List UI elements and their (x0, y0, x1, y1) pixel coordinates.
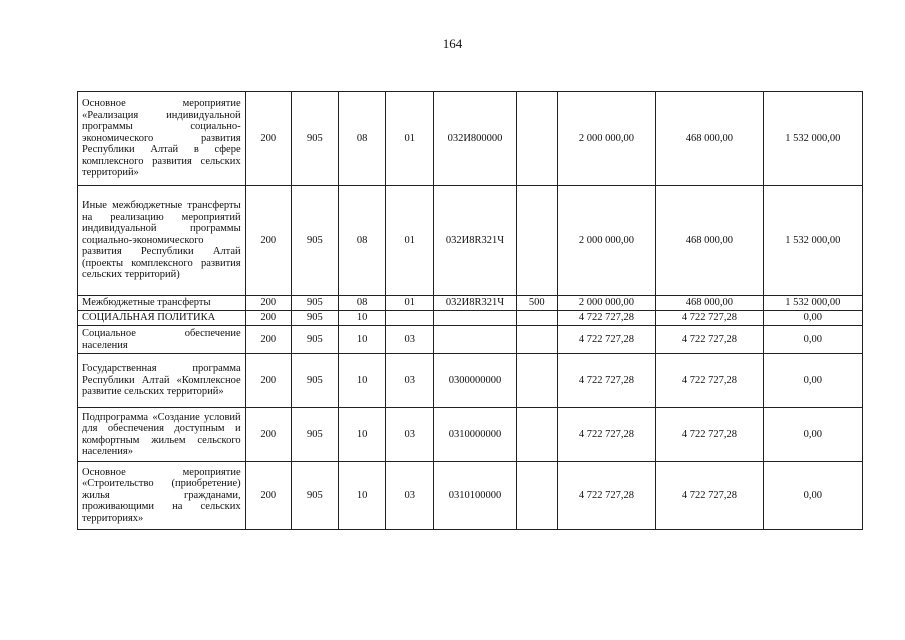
amount-total-cell: 4 722 727,28 (557, 354, 655, 408)
amount-total-cell: 2 000 000,00 (557, 296, 655, 311)
subsection-cell: 03 (386, 462, 434, 530)
amount-2-cell: 4 722 727,28 (656, 408, 763, 462)
table-row (78, 186, 863, 296)
subsection-cell (386, 311, 434, 326)
target-article-cell: 032И8R321Ч (434, 186, 516, 296)
department-code-cell: 905 (291, 462, 338, 530)
section-cell: 10 (338, 354, 385, 408)
row-name-cell: Государственная программа Республики Алтай «Комплексное развитие сельских территорий» (78, 354, 246, 408)
amount-total-cell: 4 722 727,28 (557, 311, 655, 326)
section-cell: 08 (338, 92, 385, 186)
admin-code-cell: 200 (245, 296, 291, 311)
amount-2-cell: 4 722 727,28 (656, 354, 763, 408)
row-name-cell: СОЦИАЛЬНАЯ ПОЛИТИКА (78, 311, 246, 326)
department-code-cell: 905 (291, 92, 338, 186)
department-code-cell: 905 (291, 326, 338, 354)
department-code-cell: 905 (291, 311, 338, 326)
expense-type-cell (516, 326, 557, 354)
department-code-cell: 905 (291, 186, 338, 296)
amount-2-cell: 468 000,00 (656, 92, 763, 186)
amount-total-cell: 4 722 727,28 (557, 326, 655, 354)
table-row (78, 296, 863, 311)
amount-2-cell: 4 722 727,28 (656, 311, 763, 326)
subsection-cell: 01 (386, 186, 434, 296)
target-article-cell: 032И800000 (434, 92, 516, 186)
department-code-cell: 905 (291, 408, 338, 462)
subsection-cell: 03 (386, 326, 434, 354)
section-cell: 08 (338, 186, 385, 296)
amount-3-cell: 0,00 (763, 311, 862, 326)
amount-3-cell: 0,00 (763, 462, 862, 530)
admin-code-cell: 200 (245, 354, 291, 408)
table-row (78, 326, 863, 354)
expense-type-cell (516, 354, 557, 408)
table-row (78, 92, 863, 186)
amount-2-cell: 468 000,00 (656, 186, 763, 296)
amount-3-cell: 0,00 (763, 408, 862, 462)
target-article-cell: 0300000000 (434, 354, 516, 408)
amount-2-cell: 4 722 727,28 (656, 326, 763, 354)
table-row (78, 354, 863, 408)
amount-total-cell: 4 722 727,28 (557, 408, 655, 462)
target-article-cell: 0310100000 (434, 462, 516, 530)
target-article-cell (434, 326, 516, 354)
target-article-cell: 0310000000 (434, 408, 516, 462)
amount-total-cell: 2 000 000,00 (557, 186, 655, 296)
row-name-cell: Иные межбюджетные трансферты на реализацию мероприятий индивидуальной программы социально-экономического развития Республики Алтай (проекты комплексного развития сельских территорий) (78, 186, 246, 296)
section-cell: 10 (338, 326, 385, 354)
subsection-cell: 01 (386, 296, 434, 311)
amount-total-cell: 4 722 727,28 (557, 462, 655, 530)
section-cell: 10 (338, 462, 385, 530)
admin-code-cell: 200 (245, 326, 291, 354)
expense-type-cell (516, 92, 557, 186)
admin-code-cell: 200 (245, 462, 291, 530)
table-row (78, 462, 863, 530)
expense-type-cell (516, 408, 557, 462)
department-code-cell: 905 (291, 354, 338, 408)
amount-total-cell: 2 000 000,00 (557, 92, 655, 186)
amount-3-cell: 0,00 (763, 354, 862, 408)
target-article-cell: 032И8R321Ч (434, 296, 516, 311)
expense-type-cell: 500 (516, 296, 557, 311)
row-name-cell: Основное мероприятие «Строительство (приобретение) жилья гражданами, проживающими на сельских территориях» (78, 462, 246, 530)
amount-3-cell: 1 532 000,00 (763, 92, 862, 186)
section-cell: 10 (338, 311, 385, 326)
expense-type-cell (516, 462, 557, 530)
target-article-cell (434, 311, 516, 326)
expense-type-cell (516, 186, 557, 296)
amount-3-cell: 1 532 000,00 (763, 296, 862, 311)
row-name-cell: Подпрограмма «Создание условий для обеспечения доступным и комфортным жильем сельского населения» (78, 408, 246, 462)
section-cell: 10 (338, 408, 385, 462)
admin-code-cell: 200 (245, 408, 291, 462)
admin-code-cell: 200 (245, 186, 291, 296)
department-code-cell: 905 (291, 296, 338, 311)
table-row (78, 311, 863, 326)
row-name-cell: Социальное обеспечение населения (78, 326, 246, 354)
expense-type-cell (516, 311, 557, 326)
row-name-cell: Основное мероприятие «Реализация индивидуальной программы социально-экономического развития Республики Алтай в сфере комплексного развития сельских территорий» (78, 92, 246, 186)
amount-3-cell: 0,00 (763, 326, 862, 354)
page-number: 164 (442, 36, 463, 51)
row-name-cell: Межбюджетные трансферты (78, 296, 246, 311)
admin-code-cell: 200 (245, 92, 291, 186)
section-cell: 08 (338, 296, 385, 311)
budget-table (77, 91, 863, 530)
subsection-cell: 01 (386, 92, 434, 186)
amount-2-cell: 468 000,00 (656, 296, 763, 311)
subsection-cell: 03 (386, 354, 434, 408)
admin-code-cell: 200 (245, 311, 291, 326)
amount-3-cell: 1 532 000,00 (763, 186, 862, 296)
table-row (78, 408, 863, 462)
amount-2-cell: 4 722 727,28 (656, 462, 763, 530)
subsection-cell: 03 (386, 408, 434, 462)
